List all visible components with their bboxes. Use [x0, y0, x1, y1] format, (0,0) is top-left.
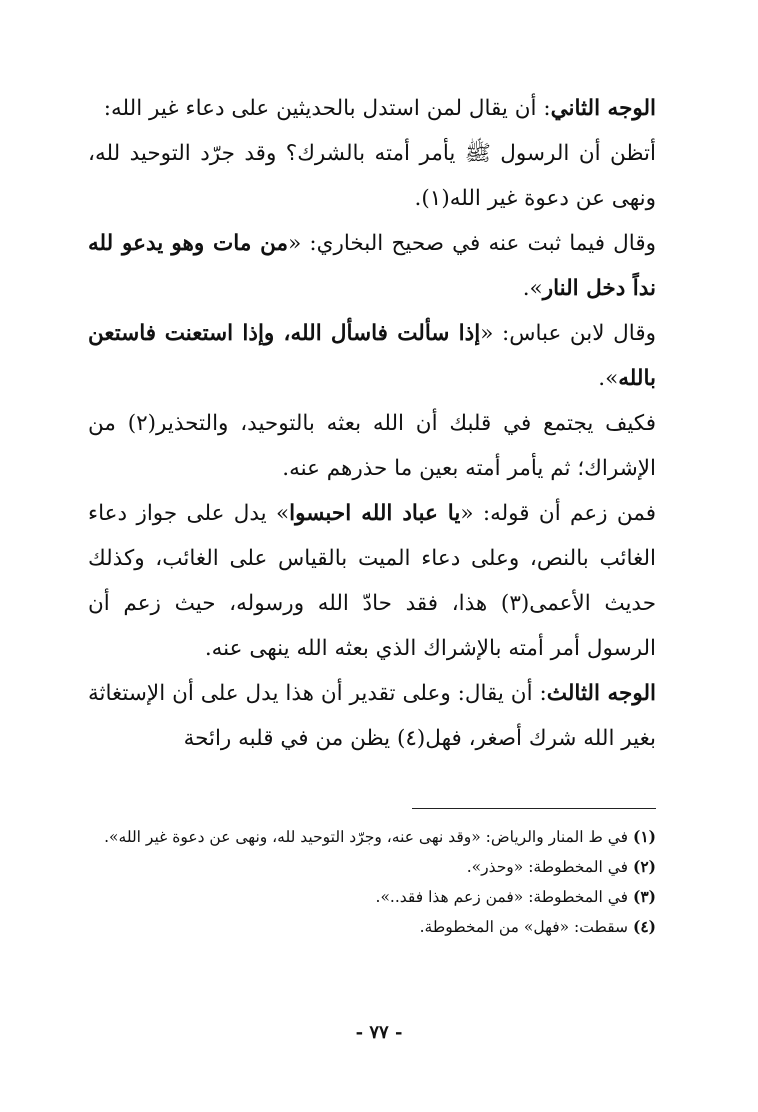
text-run: ».	[522, 276, 543, 301]
footnote-number: (٤)	[632, 917, 656, 936]
bold-text: يا عباد الله احبسوا	[289, 501, 461, 526]
text-run: وقال لابن عباس: «	[480, 321, 656, 346]
bold-text: إذا سألت فاسأل الله، وإذا استعنت	[164, 321, 481, 346]
bold-text: الوجه الثالث	[546, 681, 656, 706]
paragraph	[88, 311, 656, 401]
footnote	[82, 882, 656, 912]
paragraph	[88, 131, 656, 221]
text-run: أتظن أن الرسول ﷺ يأمر أمته بالشرك؟ وقد جرّد التوحيد	[129, 141, 656, 166]
text-run: زعم أن الرسول أمر أمته بالإشراك الذي بعثه الله ينهى عنه.	[88, 591, 656, 661]
text-run: وكذلك حديث الأعمى(٣) هذا، فقد حادّ الله ورسوله، حيث	[88, 546, 657, 616]
text-run: وقال فيما ثبت عنه في صحيح البخاري: «	[288, 231, 656, 256]
page-number: - ٧٧ -	[355, 1022, 403, 1043]
text-run: لله، ونهى عن دعوة غير الله(١).	[88, 141, 656, 211]
paragraph	[88, 401, 656, 491]
footnotes	[82, 822, 656, 942]
text-run: فمن زعم أن قوله: «	[460, 501, 656, 526]
paragraph	[88, 221, 656, 311]
footnote	[82, 912, 656, 942]
bold-text: الوجه الثاني	[550, 96, 656, 121]
text-run: : أن يقال لمن استدل بالحديثين على دعاء غير	[149, 96, 551, 121]
footnote-text: في ط المنار والرياض: «وقد نهى عنه، وجرّد التوحيد لله، ونهى عن دعوة	[172, 828, 629, 846]
text-run: من الإشراك؛ ثم يأمر أمته بعين ما حذرهم عنه.	[88, 411, 656, 481]
footnote-number: (٣)	[632, 887, 656, 906]
main-text	[88, 86, 656, 761]
footnote	[82, 852, 656, 882]
paragraph	[88, 671, 656, 761]
text-run: دعاء الغائب بالنص، وعلى دعاء الميت بالقياس على الغائب،	[88, 501, 656, 571]
paragraph	[88, 491, 656, 671]
bold-text: فاستعن بالله	[88, 321, 656, 391]
text-run: الإستغاثة بغير الله شرك أصغر، فهل(٤) يظن من في قلبه رائحة	[88, 681, 656, 751]
footnote-text: في المخطوطة: «فمن زعم هذا فقد..».	[375, 888, 629, 906]
bold-text: من مات وهو	[171, 231, 289, 256]
text-run: الله:	[103, 96, 143, 121]
footnote	[82, 822, 656, 852]
paragraph	[88, 86, 656, 131]
footnote-number: (٢)	[632, 857, 656, 876]
footnote-text: سقطت: «فهل» من المخطوطة.	[419, 918, 629, 936]
footnote-text: غير الله».	[104, 828, 168, 846]
bold-text: يدعو لله نداً دخل النار	[88, 231, 656, 301]
footnote-text: في المخطوطة: «وحذر».	[466, 858, 629, 876]
text-run: : أن يقال: وعلى تقدير أن هذا يدل على أن	[172, 681, 547, 706]
footnote-number: (١)	[632, 827, 656, 846]
text-run: ».	[598, 366, 619, 391]
text-run: » يدل على جواز	[136, 501, 290, 526]
footnote-separator	[412, 808, 656, 809]
text-run: فكيف يجتمع في قلبك أن الله بعثه بالتوحيد، والتحذير(٢)	[127, 411, 656, 436]
